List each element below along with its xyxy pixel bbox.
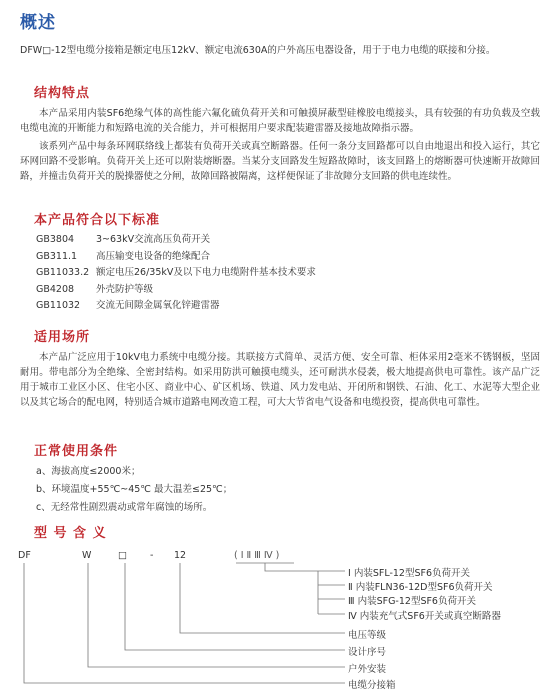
meaning-cable-branch-box: 电缆分接箱 — [348, 680, 396, 691]
intro-paragraph: DFW□-12型电缆分接箱是额定电压12kV、额定电流630A的户外高压电器设备，用于于电力电缆的联接和分接。 — [20, 45, 496, 56]
meaning-outdoor-install: 户外安装 — [348, 664, 387, 675]
application-paragraph: 本产品广泛应用于10kV电力系统中电缆分接。其联接方式简单、灵活方便、安全可靠、柜体采用2毫米不锈钢板，坚固耐用。带电部分为全绝缘、全密封结构。如采用防洪可触摸电缆头，还可耐洪水侵袭，极大地提高供电可靠性。该产品广泛用于城市工业区小区、住宅小区、商业中心、矿区机场、铁道、风力发电站、开闭所和钢铁、石油、化工、水泥等大型企业以及其它场合的配电网，特别适合城市道路电网改造工程，可大大节省电气设备和电缆投资，提高供电可靠性。 — [20, 352, 540, 408]
application-heading: 适用场所 — [34, 330, 91, 345]
conditions-heading: 正常使用条件 — [34, 444, 119, 459]
standard-desc: 交流无间隙金属氧化锌避雷器 — [96, 300, 220, 311]
variant-label-1: Ⅰ 内装SFL-12型SF6负荷开关 — [348, 568, 470, 579]
variant-label-3: Ⅲ 内装SFG-12型SF6负荷开关 — [348, 596, 476, 607]
standard-item — [36, 298, 316, 315]
standard-item — [36, 232, 316, 249]
model-part-dash: - — [150, 550, 154, 561]
standard-desc: 高压输变电设备的绝缘配合 — [96, 250, 211, 262]
variant-label-4: Ⅳ 内装充气式SF6开关或真空断路器 — [348, 611, 501, 622]
standards-list — [36, 232, 316, 315]
standard-desc: 3~63kV交流高压负荷开关 — [96, 234, 211, 245]
model-part-w: W — [82, 550, 92, 561]
variant-label-2: Ⅱ 内装FLN36-12D型SF6负荷开关 — [348, 582, 493, 593]
standard-desc: 额定电压26/35kV及以下电力电缆附件基本技术要求 — [96, 267, 316, 278]
standard-code: GB11033.2 — [36, 267, 90, 278]
model-part-df: DF — [18, 550, 31, 561]
standard-code: GB4208 — [36, 283, 75, 295]
model-part-box: □ — [118, 550, 127, 561]
standards-heading: 本产品符合以下标准 — [34, 213, 161, 228]
conditions-list — [36, 463, 232, 517]
structure-paragraph-2: 该系列产品中每条环网联络线上都装有负荷开关或真空断路器。任何一条分支回路都可以自由地退出和投入运行，其它环网回路不受影响。负荷开关上还可以附装熔断器。当某分支回路发生短路故障时，该支回路上的熔断器可快速断开故障回路，并撞击负荷开关的脱操器使之分闸，故障回路被隔离，这样便保证了非故障分支回路的供电连续性。 — [20, 141, 540, 182]
model-code-diagram — [0, 540, 550, 694]
standard-item — [36, 282, 316, 299]
model-part-variants: ( Ⅰ Ⅱ Ⅲ Ⅳ ) — [234, 550, 280, 561]
meaning-voltage-level: 电压等级 — [348, 630, 387, 641]
model-heading: 型 号 含 义 — [34, 526, 107, 541]
condition-item: a、海拔高度≤2000米； — [36, 466, 141, 477]
standard-code: GB11032 — [36, 300, 81, 311]
standard-item — [36, 249, 316, 266]
standard-item — [36, 265, 316, 282]
standard-desc: 外壳防护等级 — [96, 283, 154, 295]
structure-heading: 结构特点 — [34, 86, 91, 101]
condition-item: c、无经常性剧烈震动或常年腐蚀的场所。 — [36, 502, 213, 513]
standard-code: GB311.1 — [36, 250, 78, 262]
structure-paragraph-1: 本产品采用内装SF6绝缘气体的高性能六氟化硫负荷开关和可触摸屏蔽型硅橡胶电缆接头，具有较强的有功负载及空载电缆电流的开断能力和短路电流的关合能力，并可根据用户要求配装避雷器及接地故障指示器。 — [20, 108, 540, 134]
condition-item: b、环境温度+55℃~45℃ 最大温差≤25℃； — [36, 484, 233, 495]
standard-code: GB3804 — [36, 234, 75, 245]
model-part-rating: 12 — [174, 550, 187, 561]
page-title: 概述 — [20, 13, 56, 33]
meaning-design-number: 设计序号 — [348, 647, 387, 658]
